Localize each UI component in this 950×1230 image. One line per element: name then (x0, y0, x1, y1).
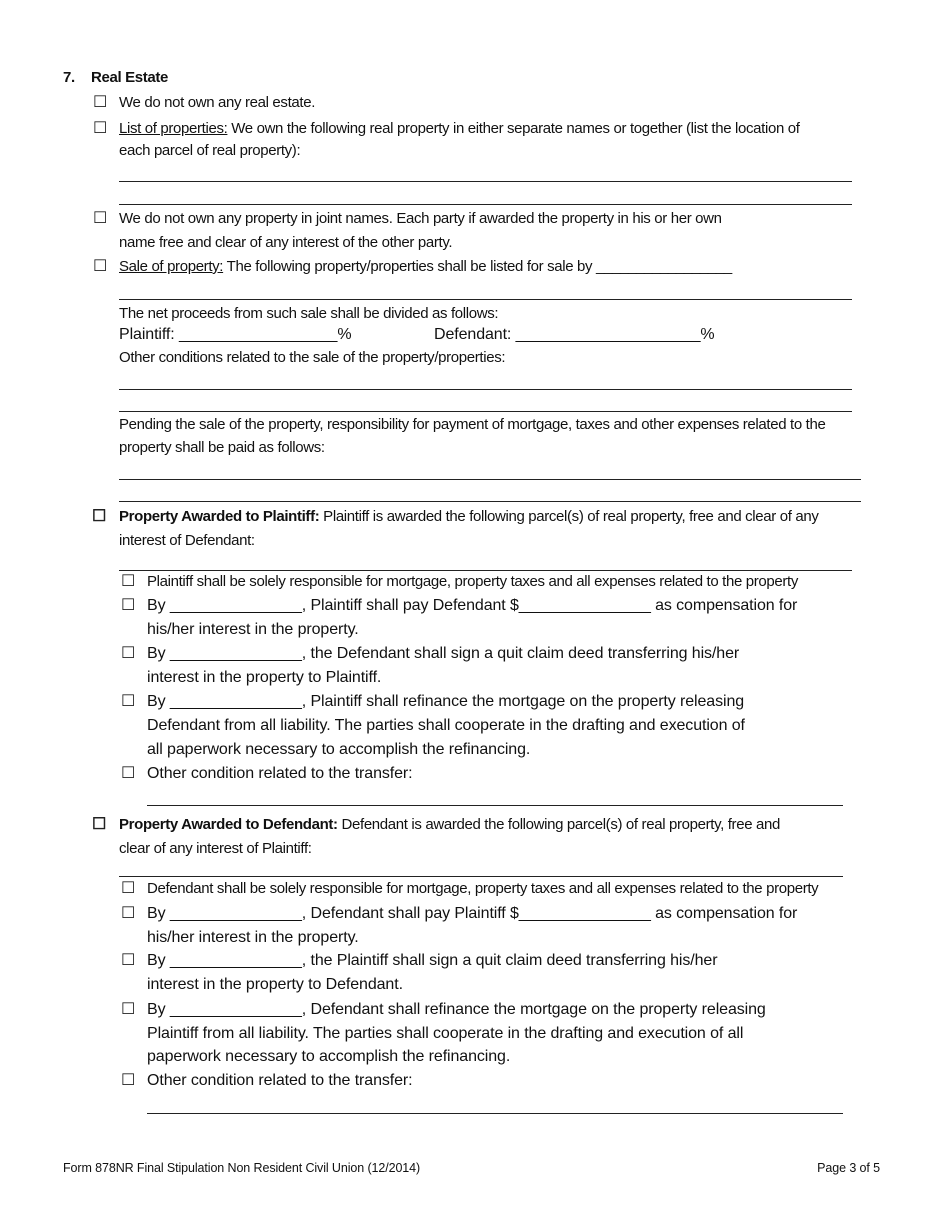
footer-page-number: Page 3 of 5 (817, 1161, 880, 1175)
pending-sale-line-2[interactable] (119, 501, 861, 502)
plaintiff-sub-2-text-2: his/her interest in the property. (147, 621, 359, 638)
defendant-award-desc: Defendant is awarded the following parcel(s) of real property, free and (337, 816, 780, 833)
defendant-award-desc-2: clear of any interest of Plaintiff: (119, 840, 312, 857)
other-conditions-line-1[interactable] (119, 389, 852, 390)
defendant-sub-3-text-2: interest in the property to Defendant. (147, 976, 403, 993)
plaintiff-sub-4-text-1: By _______________, Plaintiff shall refinance the mortgage on the property releasing (147, 693, 745, 710)
sale-property-desc: The following property/properties shall be listed for sale by _________________ (223, 258, 732, 275)
net-proceeds-text: The net proceeds from such sale shall be divided as follows: (119, 305, 499, 322)
defendant-percent-field[interactable]: Defendant: _____________________% (434, 326, 715, 343)
no-joint-property-checkbox[interactable]: ☐ (93, 210, 108, 227)
defendant-other-condition-line[interactable] (147, 1113, 843, 1114)
plaintiff-sub-5-checkbox[interactable]: ☐ (121, 765, 136, 782)
pending-sale-text-1: Pending the sale of the property, responsibility for payment of mortgage, taxes and other expenses related to the (119, 416, 826, 433)
other-conditions-sale-text: Other conditions related to the sale of the property/properties: (119, 349, 506, 366)
footer-form-name: Form 878NR Final Stipulation Non Resident Civil Union (12/2014) (63, 1161, 421, 1175)
defendant-sub-4-checkbox[interactable]: ☐ (121, 1001, 136, 1018)
no-real-estate-checkbox[interactable]: ☐ (93, 94, 108, 111)
plaintiff-sub-1-text: Plaintiff shall be solely responsible for mortgage, property taxes and all expenses related to the property (147, 573, 798, 590)
defendant-award-line[interactable] (119, 876, 843, 877)
no-joint-property-text-1: We do not own any property in joint names. Each party if awarded the property in his or her own (119, 210, 722, 227)
list-properties-label: List of properties: (119, 120, 228, 137)
no-joint-property-text-2: name free and clear of any interest of the other party. (119, 234, 453, 251)
defendant-sub-4-text-2: Plaintiff from all liability. The parties shall cooperate in the drafting and execution of all (147, 1025, 744, 1042)
plaintiff-award-desc-2: interest of Defendant: (119, 532, 255, 549)
defendant-award-label: Property Awarded to Defendant: (119, 816, 338, 833)
list-properties-line-2[interactable] (119, 204, 852, 205)
plaintiff-sub-4-checkbox[interactable]: ☐ (121, 693, 136, 710)
sale-property-label: Sale of property: (119, 258, 224, 275)
pending-sale-text-2: property shall be paid as follows: (119, 439, 325, 456)
sale-property-line[interactable] (119, 299, 852, 300)
plaintiff-sub-4-text-3: all paperwork necessary to accomplish the refinancing. (147, 741, 531, 758)
defendant-sub-2-text-1: By _______________, Defendant shall pay Plaintiff $_______________ as compensation for (147, 905, 798, 922)
defendant-sub-4-text-3: paperwork necessary to accomplish the refinancing. (147, 1048, 511, 1065)
defendant-sub-2-text-2: his/her interest in the property. (147, 929, 359, 946)
plaintiff-other-condition-line[interactable] (147, 805, 843, 806)
defendant-award-checkbox[interactable]: ☐ (92, 816, 107, 833)
plaintiff-sub-2-text-1: By _______________, Plaintiff shall pay Defendant $_______________ as compensation for (147, 597, 798, 614)
list-properties-desc: We own the following real property in either separate names or together (list the location of (227, 120, 800, 137)
pending-sale-line-1[interactable] (119, 479, 861, 480)
list-properties-desc-2: each parcel of real property): (119, 142, 301, 159)
plaintiff-award-label: Property Awarded to Plaintiff: (119, 508, 320, 525)
plaintiff-sub-3-checkbox[interactable]: ☐ (121, 645, 136, 662)
list-properties-checkbox[interactable]: ☐ (93, 120, 108, 137)
defendant-sub-5-text: Other condition related to the transfer: (147, 1072, 413, 1089)
section-title: Real Estate (91, 69, 169, 86)
plaintiff-sub-4-text-2: Defendant from all liability. The parties shall cooperate in the drafting and execution of (147, 717, 745, 734)
plaintiff-sub-5-text: Other condition related to the transfer: (147, 765, 413, 782)
other-conditions-line-2[interactable] (119, 411, 852, 412)
plaintiff-award-line[interactable] (119, 570, 852, 571)
defendant-award-text (119, 815, 780, 834)
list-properties-line-1[interactable] (119, 181, 852, 182)
sale-property-text (119, 257, 732, 276)
defendant-sub-2-checkbox[interactable]: ☐ (121, 905, 136, 922)
plaintiff-award-checkbox[interactable]: ☐ (92, 508, 107, 525)
defendant-sub-5-checkbox[interactable]: ☐ (121, 1072, 136, 1089)
plaintiff-percent-field[interactable]: Plaintiff: __________________% (119, 326, 352, 343)
plaintiff-sub-1-checkbox[interactable]: ☐ (121, 573, 136, 590)
plaintiff-award-desc: Plaintiff is awarded the following parcel(s) of real property, free and clear of any (319, 508, 819, 525)
plaintiff-sub-3-text-1: By _______________, the Defendant shall sign a quit claim deed transferring his/her (147, 645, 740, 662)
defendant-sub-1-checkbox[interactable]: ☐ (121, 880, 136, 897)
defendant-sub-4-text-1: By _______________, Defendant shall refinance the mortgage on the property releasing (147, 1001, 766, 1018)
plaintiff-sub-2-checkbox[interactable]: ☐ (121, 597, 136, 614)
plaintiff-award-text (119, 507, 819, 526)
defendant-sub-3-text-1: By _______________, the Plaintiff shall sign a quit claim deed transferring his/her (147, 952, 718, 969)
sale-property-checkbox[interactable]: ☐ (93, 258, 108, 275)
no-real-estate-label: We do not own any real estate. (119, 94, 316, 111)
list-properties-text (119, 119, 800, 138)
section-number: 7. (63, 69, 75, 86)
plaintiff-sub-3-text-2: interest in the property to Plaintiff. (147, 669, 382, 686)
defendant-sub-3-checkbox[interactable]: ☐ (121, 952, 136, 969)
defendant-sub-1-text: Defendant shall be solely responsible for mortgage, property taxes and all expenses related to the property (147, 880, 819, 897)
